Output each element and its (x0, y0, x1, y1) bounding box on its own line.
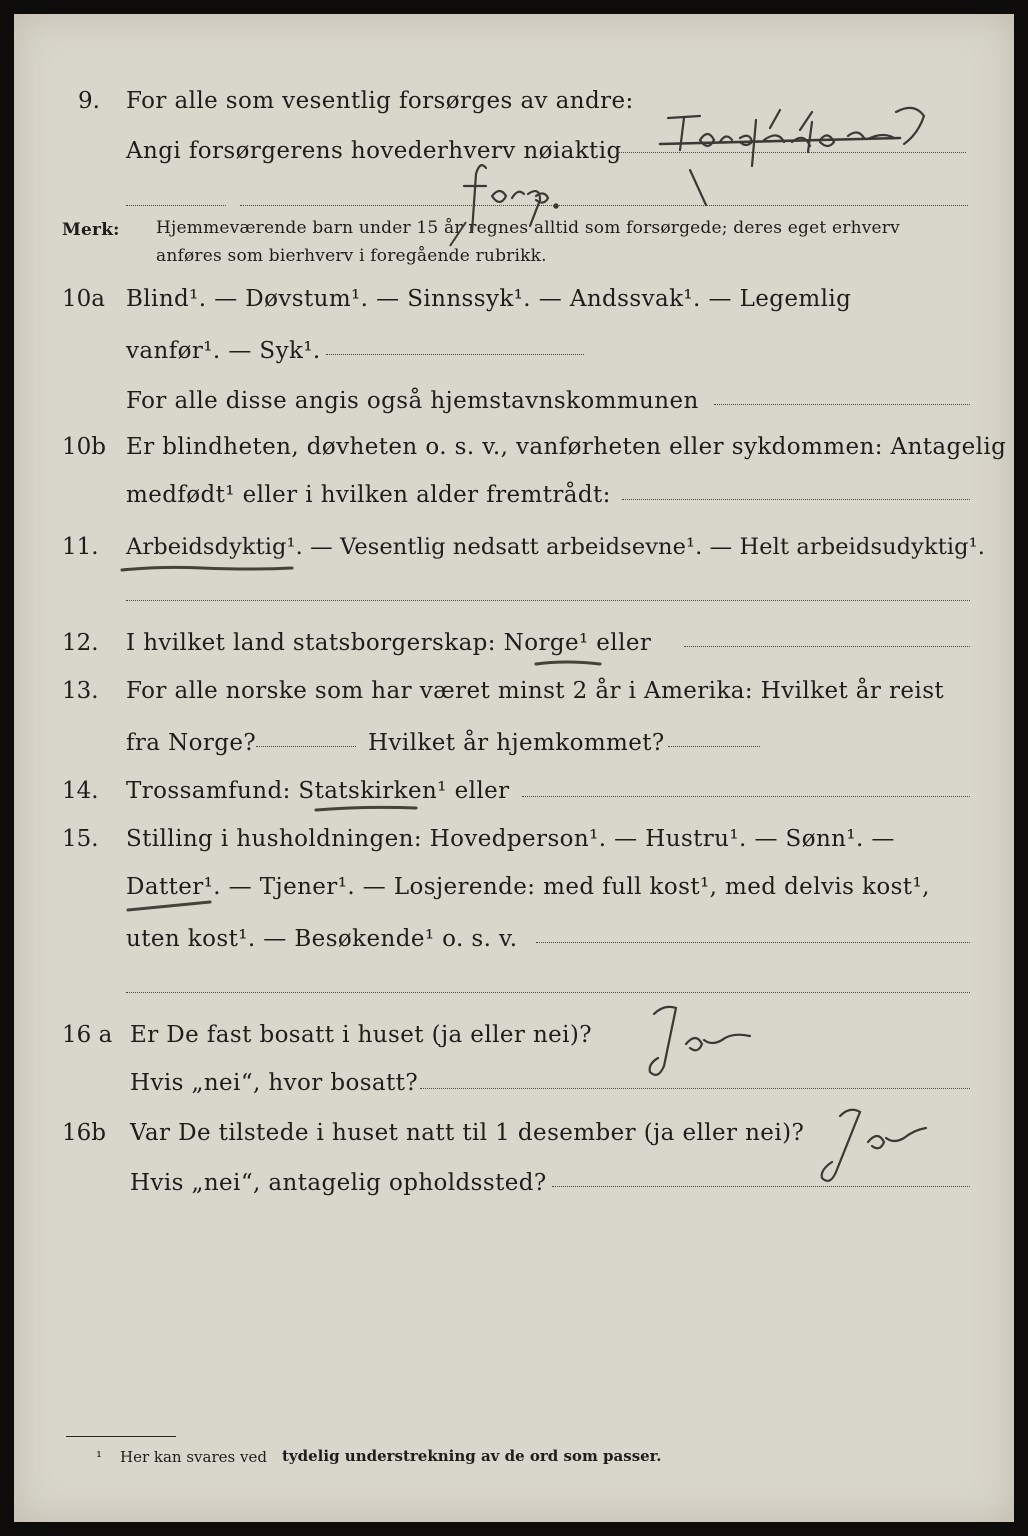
q10b-line1: Er blindheten, døvheten o. s. v., vanførheten eller sykdommen: Antagelig (126, 434, 1007, 460)
q10b-number: 10b (62, 434, 106, 460)
merk-line1: Hjemmeværende barn under 15 år regnes alltid som forsørgede; deres eget erhverv (156, 218, 900, 238)
footnote-rule (66, 1436, 176, 1437)
q16b-line1: Var De tilstede i huset natt til 1 desember (ja eller nei)? (130, 1120, 805, 1146)
merk-label: Merk: (62, 220, 120, 240)
q15-answer-line[interactable] (536, 942, 970, 943)
q9-line2: Angi forsørgerens hovederhverv nøiaktig (126, 138, 622, 164)
footnote-text-bold: tydelig understrekning av de ord som passer. (282, 1447, 662, 1465)
q13-year-left-line[interactable] (256, 746, 356, 747)
q9-answer-line-2a[interactable] (126, 205, 226, 206)
q9-line1: For alle som vesentlig forsørges av andre: (126, 88, 634, 114)
q12-answer-line[interactable] (684, 646, 970, 647)
q11-number: 11. (62, 534, 99, 560)
q13-line2a: fra Norge? (126, 730, 257, 756)
q13-line2b: Hvilket år hjemkommet? (368, 730, 665, 756)
q16a-line2: Hvis „nei“, hvor bosatt? (130, 1070, 419, 1096)
q13-number: 13. (62, 678, 99, 704)
census-form-page (14, 14, 1014, 1522)
footnote-mark: ¹ (96, 1448, 103, 1466)
q16a-answer-line[interactable] (420, 1088, 970, 1089)
q9-answer-line[interactable] (618, 152, 966, 153)
merk-line2: anføres som bierhverv i foregående rubrikk. (156, 246, 547, 266)
q15-line2: Datter¹. — Tjener¹. — Losjerende: med full kost¹, med delvis kost¹, (126, 874, 930, 900)
q10a-number: 10a (62, 286, 105, 312)
q15-answer-line-2[interactable] (126, 992, 970, 993)
q10a-home-municipality-line[interactable] (714, 404, 970, 405)
q14-line1: Trossamfund: Statskirken¹ eller (126, 778, 510, 804)
q16b-answer-line[interactable] (552, 1186, 970, 1187)
q11-line1: Arbeidsdyktig¹. — Vesentlig nedsatt arbeidsevne¹. — Helt arbeidsudyktig¹. (126, 534, 986, 560)
q12-number: 12. (62, 630, 99, 656)
q10b-line2: medfødt¹ eller i hvilken alder fremtrådt: (126, 482, 611, 508)
q10a-line1: Blind¹. — Døvstum¹. — Sinnssyk¹. — Andssvak¹. — Legemlig (126, 286, 852, 312)
q16b-number: 16b (62, 1120, 106, 1146)
q15-line3: uten kost¹. — Besøkende¹ o. s. v. (126, 926, 518, 952)
q10a-line3: For alle disse angis også hjemstavnskommunen (126, 388, 699, 414)
q16a-line1: Er De fast bosatt i huset (ja eller nei)? (130, 1022, 593, 1048)
q9-answer-line-2b[interactable] (240, 205, 968, 206)
q15-line1: Stilling i husholdningen: Hovedperson¹. — Hustru¹. — Sønn¹. — (126, 826, 895, 852)
q16a-number: 16 a (62, 1022, 113, 1048)
q15-number: 15. (62, 826, 99, 852)
q11-answer-line[interactable] (126, 600, 970, 601)
q10a-sick-answer-line[interactable] (326, 354, 584, 355)
q16b-line2: Hvis „nei“, antagelig opholdssted? (130, 1170, 547, 1196)
footnote-text-plain: Her kan svares ved (120, 1448, 267, 1466)
q10b-answer-line[interactable] (622, 499, 970, 500)
q12-line1: I hvilket land statsborgerskap: Norge¹ eller (126, 630, 652, 656)
q10a-line2: vanfør¹. — Syk¹. (126, 338, 321, 364)
q13-line1: For alle norske som har været minst 2 år i Amerika: Hvilket år reist (126, 678, 945, 704)
q14-number: 14. (62, 778, 99, 804)
q9-number: 9. (78, 88, 100, 114)
q13-year-returned-line[interactable] (668, 746, 760, 747)
q14-answer-line[interactable] (522, 796, 970, 797)
